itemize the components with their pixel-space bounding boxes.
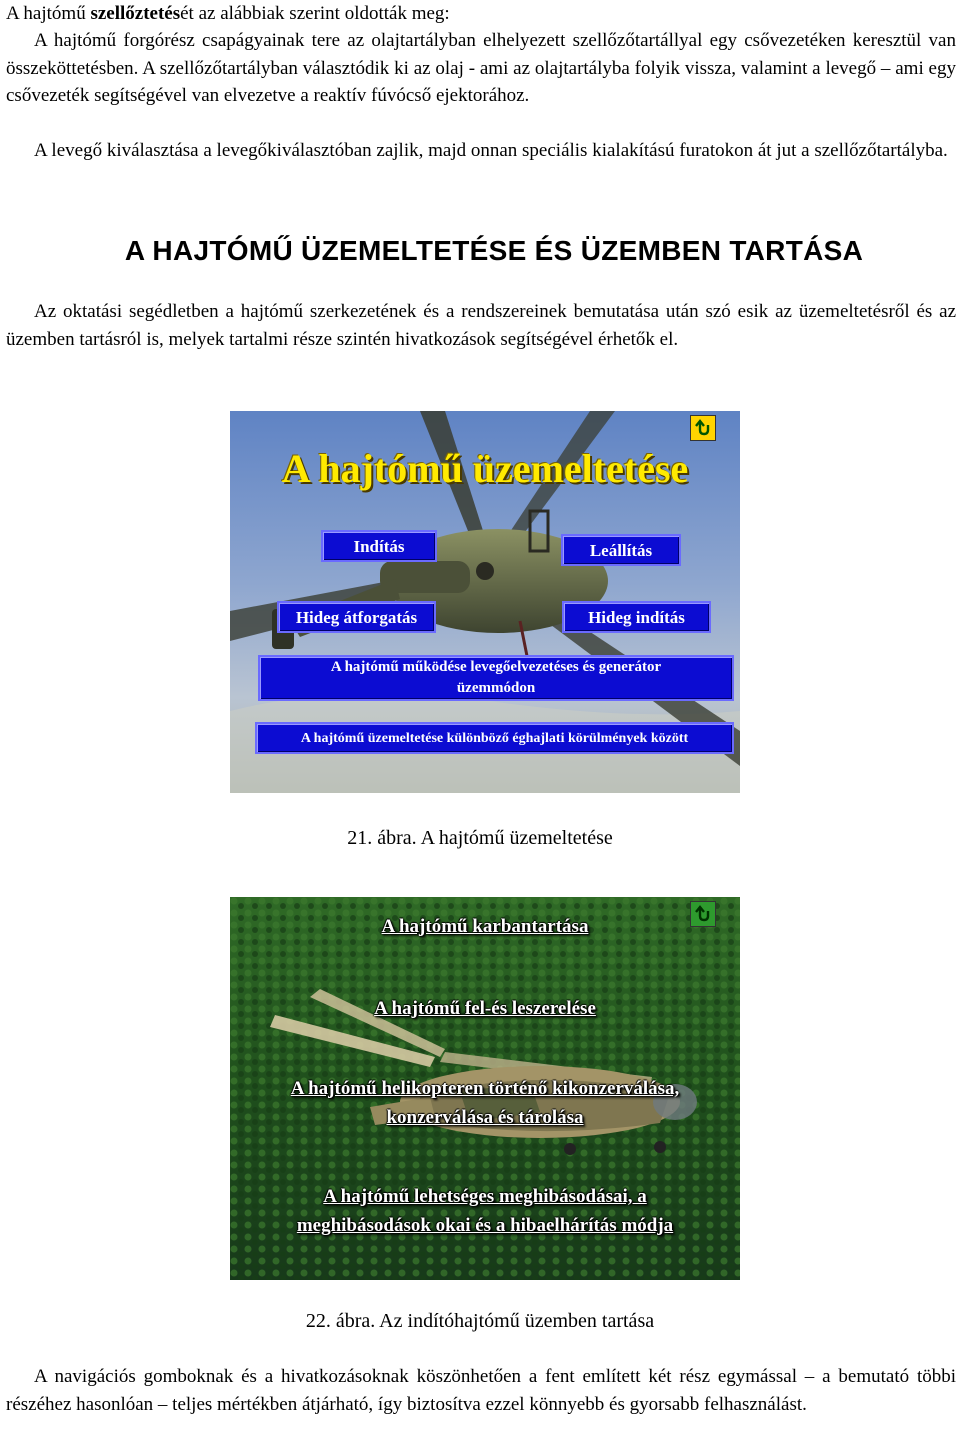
section-heading: A HAJTÓMŰ ÜZEMELTETÉSE ÉS ÜZEMBEN TARTÁSA — [124, 235, 864, 266]
mount-dismount-link[interactable]: A hajtómű fel-és leszerelése — [374, 998, 596, 1019]
figure-21-image — [230, 411, 740, 793]
climate-conditions-button[interactable]: A hajtómű üzemeltetése különböző éghajlati körülmények között — [255, 722, 734, 754]
figure-22-image — [230, 897, 740, 1280]
return-arrow-icon — [694, 419, 712, 437]
section-paragraph: Az oktatási segédletben a hajtómű szerkezetének és a rendszereinek bemutatása után szó esik az üzemeltetésről és az üzemben tartásról is, melyek tartalmi része szintén hivatkozások segítségével érhetők el. — [6, 301, 956, 350]
intro-plain: A hajtómű — [6, 3, 91, 24]
generator-mode-button[interactable]: A hajtómű működése levegőelvezetéses és generátor üzemmódon — [258, 655, 734, 701]
intro-bold-term: szellőztetés — [90, 3, 181, 24]
closing-paragraph: A navigációs gomboknak és a hivatkozásoknak köszönhetően a fent említett két rész egymással – a bemutató többi részéhez hasonlóan – teljes mértékben átjárható, így biztosítva ezzel könnyebb és gyorsabb felhasználást. — [6, 1366, 956, 1415]
intro-rest: ét az alábbiak szerint oldották meg: — [180, 3, 450, 24]
figure-21-caption: 21. ábra. A hajtómű üzemeltetése — [347, 827, 613, 849]
maintenance-link[interactable]: A hajtómű karbantartása — [381, 916, 589, 937]
shutdown-button[interactable]: Leállítás — [561, 534, 681, 566]
intro-paragraph-2: A levegő kiválasztása a levegőkiválasztóban zajlik, majd onnan speciális kialakítású furatokon át jut a szellőzőtartályba. — [34, 140, 948, 161]
figure-21-title: A hajtómű üzemeltetése — [281, 446, 689, 491]
cold-crank-button[interactable]: Hideg átforgatás — [277, 601, 436, 633]
intro-line — [6, 0, 956, 28]
start-button[interactable]: Indítás — [321, 530, 437, 562]
back-button[interactable] — [690, 415, 716, 441]
cold-start-button[interactable]: Hideg indítás — [562, 601, 711, 633]
failures-link[interactable]: A hajtómű lehetséges meghibásodásai, a meghibásodások okai és a hibaelhárítás módja — [296, 1186, 674, 1236]
conservation-link[interactable]: A hajtómű helikopteren történő kikonzerválása, konzerválása és tárolása — [290, 1078, 680, 1128]
intro-paragraph-1: A hajtómű forgórész csapágyainak tere az olajtartályban elhelyezett szellőzőtartállyal egy csővezetéken keresztül van összeköttetésben. A szellőzőtartályban választódik ki az olaj - ami az olajtartályba folyik vissza, valamint a levegő – ami egy csővezeték segítségével van elvezetve a reaktív fúvócső ejektorához. — [6, 30, 956, 106]
figure-22-caption: 22. ábra. Az indítóhajtómű üzemben tartása — [305, 1310, 655, 1332]
